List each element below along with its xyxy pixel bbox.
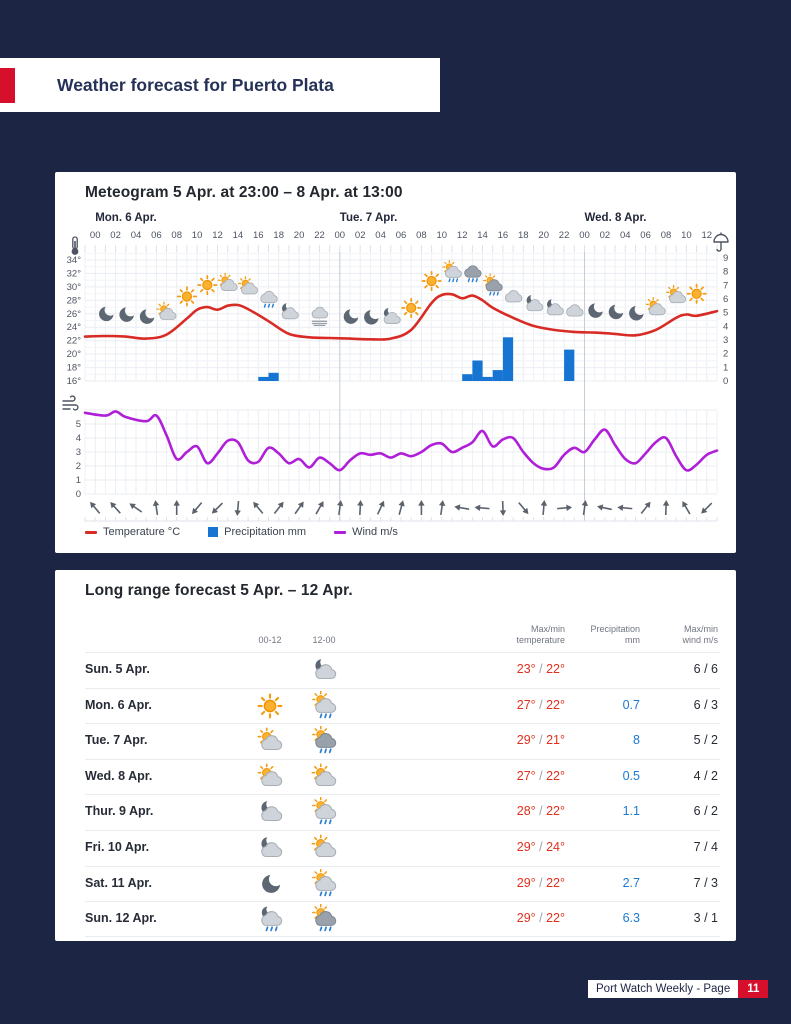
table-row — [55, 794, 736, 830]
sun-cloud-rain-icon — [309, 797, 339, 827]
day-label: Sun. 12 Apr. — [85, 911, 157, 926]
sun-cloud-icon — [312, 764, 335, 785]
moon-cloud-icon — [282, 303, 298, 319]
wind-arrow — [152, 500, 160, 516]
precipitation-value: 2.7 — [622, 875, 640, 890]
afternoon-icon-cell — [309, 794, 339, 830]
wind-tick-label: 5 — [75, 419, 81, 430]
afternoon-icon-cell — [309, 688, 339, 724]
sun-icon — [198, 276, 216, 294]
hour-label: 10 — [191, 230, 203, 241]
precip-tick-label: 6 — [723, 294, 729, 305]
precip-tick-label: 3 — [723, 335, 729, 346]
precip-bar — [564, 350, 574, 381]
precipitation-value — [560, 652, 640, 688]
wind-arrow — [357, 500, 364, 515]
hour-label: 12 — [701, 230, 713, 241]
temp-tick-label: 28° — [66, 295, 81, 307]
hour-label: 18 — [518, 230, 529, 241]
hour-label: 02 — [110, 230, 121, 241]
temperature-value: / — [535, 839, 547, 854]
sun-cloud-rain-icon — [309, 691, 339, 721]
maxmin-temperature — [445, 830, 565, 866]
sun-icon — [402, 299, 420, 317]
moon-cloud-icon — [255, 797, 285, 827]
day-label: Tue. 7 Apr. — [339, 212, 398, 224]
hour-label: 22 — [314, 230, 325, 241]
hour-label: 20 — [293, 230, 305, 241]
day-label: Wed. 8 Apr. — [85, 768, 153, 783]
table-row — [55, 723, 736, 759]
day-label: Mon. 6 Apr. — [85, 697, 152, 712]
wind-arrow — [272, 500, 286, 516]
moon-cloud-icon — [261, 802, 281, 821]
maxmin-temperature — [445, 866, 565, 902]
hour-label: 02 — [599, 230, 611, 241]
wind-value: 3 / 1 — [693, 911, 718, 926]
wind-arrow — [336, 500, 344, 516]
wind-arrow — [454, 503, 470, 512]
wind-arrow — [396, 499, 406, 515]
legend-label: Precipitation mm — [224, 526, 307, 538]
wind-arrow — [663, 500, 670, 515]
precip-bar — [483, 377, 493, 381]
sun-cloud-rain-icon — [313, 691, 336, 717]
maxmin-temperature — [445, 688, 565, 724]
precip-tick-label: 7 — [723, 280, 729, 292]
sun-cloud-icon — [309, 833, 339, 863]
table-row — [55, 830, 736, 866]
wind-arrow — [680, 499, 693, 515]
legend-label: Wind m/s — [352, 526, 398, 538]
hour-label: 04 — [130, 230, 142, 241]
precipitation-square-marker — [208, 527, 218, 537]
wind-arrow — [540, 500, 548, 516]
sun-icon — [259, 694, 282, 717]
temperature-value: 28° — [516, 804, 536, 819]
longrange-card — [55, 570, 736, 941]
precip-tick-label: 2 — [723, 348, 729, 360]
wind-arrow — [88, 500, 103, 516]
sun-cloud-icon — [309, 762, 339, 792]
sun-icon — [255, 691, 285, 721]
morning-icon-cell — [255, 794, 285, 830]
meteogram-title: Meteogram 5 Apr. at 23:00 – 8 Apr. at 13:00 — [85, 184, 403, 201]
temperature-value: 21° — [546, 733, 565, 748]
wind-value: 6 / 3 — [693, 697, 718, 712]
maxmin-temperature — [445, 759, 565, 795]
precip-bar — [503, 337, 513, 381]
temperature-value: 29° — [516, 839, 536, 854]
table-row — [55, 759, 736, 795]
wind-value: 7 / 4 — [693, 839, 718, 854]
wind-arrow — [438, 500, 446, 516]
wind-arrow — [234, 501, 242, 517]
day-label: Sun. 5 Apr. — [85, 662, 150, 676]
wind-arrow — [516, 501, 531, 517]
forecast-rows — [55, 652, 736, 937]
wind-arrow — [580, 500, 588, 516]
moon-icon — [262, 875, 280, 893]
hour-label: 06 — [151, 230, 162, 241]
sun-icon — [422, 272, 440, 290]
maxmin-temperature — [445, 794, 565, 830]
moon-cloud-icon — [309, 655, 339, 685]
moon-icon — [364, 310, 378, 324]
precip-tick-label: 1 — [723, 362, 729, 374]
precip-tick-label: 0 — [723, 376, 729, 387]
sun-cloud-icon — [255, 726, 285, 756]
cloud-icon — [505, 291, 521, 302]
red-accent-bar — [0, 68, 15, 103]
meteogram-chart — [55, 208, 736, 524]
chart-grid — [85, 245, 717, 521]
umbrella-icon — [714, 233, 728, 252]
hour-label: 00 — [89, 230, 101, 241]
precipitation-value — [560, 830, 640, 866]
temperature-value: 22° — [546, 911, 565, 926]
morning-icon-cell — [255, 830, 285, 866]
morning-icon-cell — [255, 688, 285, 724]
temperature-value: / — [535, 911, 547, 926]
temperature-value: / — [535, 875, 547, 890]
wind-tick-label: 2 — [75, 461, 81, 472]
day-label: Mon. 6 Apr. — [95, 212, 157, 224]
column-header-12-00: 12-00 — [312, 635, 336, 645]
moon-cloud-rain-icon — [262, 907, 282, 931]
sun-icon — [178, 287, 196, 305]
temp-tick-label: 30° — [66, 281, 81, 293]
sun-cloud-rain-icon — [309, 869, 339, 899]
temperature-value: 29° — [516, 733, 536, 748]
moon-cloud-icon — [527, 295, 543, 311]
page-title: Weather forecast for Puerto Plata — [57, 75, 334, 95]
morning-icon-cell — [255, 901, 285, 937]
morning-icon-cell — [255, 652, 285, 688]
precip-bar — [462, 374, 472, 381]
temperature-value: 22° — [546, 804, 565, 819]
day-label: Sat. 11 Apr. — [85, 875, 152, 890]
hour-label: 14 — [232, 230, 244, 241]
moon-icon — [344, 309, 358, 323]
hour-label: 10 — [436, 230, 448, 241]
sun-dark-rain-icon — [309, 726, 339, 756]
wind-tick-label: 3 — [75, 447, 81, 458]
wind-tick-label: 4 — [75, 433, 81, 444]
temp-tick-label: 34° — [66, 255, 81, 266]
hour-label: 06 — [395, 230, 407, 241]
wind-arrow — [418, 500, 424, 515]
hour-label: 10 — [681, 230, 692, 241]
footer-page-number: 11 — [738, 980, 768, 998]
precip-tick-label: 5 — [723, 307, 729, 319]
morning-icon-cell — [255, 866, 285, 902]
footer-label: Port Watch Weekly - Page — [588, 980, 738, 998]
temp-tick-label: 24° — [66, 322, 81, 334]
wind-arrow — [596, 503, 612, 512]
day-label: Fri. 10 Apr. — [85, 839, 150, 854]
afternoon-icon-cell — [309, 830, 339, 866]
sun-dark-rain-icon — [313, 905, 336, 931]
sun-cloud-icon — [255, 762, 285, 792]
temperature-value: / — [535, 768, 547, 783]
wind-line-marker — [334, 531, 346, 534]
hour-label: 02 — [354, 230, 366, 241]
moon-cloud-icon — [261, 837, 281, 856]
wind-arrow — [617, 504, 633, 512]
afternoon-icon-cell — [309, 901, 339, 937]
afternoon-icon-cell — [309, 866, 339, 902]
sun-cloud-icon — [258, 728, 281, 749]
column-header-wind: Max/min wind m/s — [682, 624, 718, 645]
meteogram-legend — [85, 526, 398, 538]
wind-tick-label: 1 — [75, 475, 81, 486]
day-label: Wed. 8 Apr. — [584, 212, 647, 224]
precipitation-value: 0.7 — [622, 697, 640, 712]
chart-labels — [67, 212, 729, 500]
moon-icon — [140, 309, 154, 323]
legend-label: Temperature °C — [103, 526, 181, 538]
moon-cloud-icon — [315, 659, 335, 678]
table-row — [55, 901, 736, 937]
meteogram-card — [55, 172, 736, 553]
sun-icon — [687, 285, 705, 303]
hour-label: 16 — [253, 230, 264, 241]
hour-label: 14 — [477, 230, 488, 241]
column-header-precipitation: Precipitation mm — [590, 624, 640, 645]
legend-item-temperature — [85, 526, 180, 538]
sun-dark-rain-icon — [309, 904, 339, 934]
hour-label: 22 — [558, 230, 570, 241]
table-row — [55, 688, 736, 724]
table-row — [55, 866, 736, 902]
precip-bar — [472, 361, 482, 382]
precipitation-value: 0.5 — [622, 768, 640, 783]
moon-cloud-icon — [384, 308, 400, 324]
hour-label: 00 — [334, 230, 346, 241]
moon-icon — [119, 307, 133, 321]
table-row — [55, 652, 736, 688]
precip-tick-label: 8 — [723, 266, 729, 278]
hour-label: 08 — [171, 230, 182, 241]
afternoon-icon-cell — [309, 759, 339, 795]
wind-value: 4 / 2 — [693, 768, 718, 783]
wind-arrow — [699, 501, 714, 516]
precip-bar — [493, 370, 503, 381]
maxmin-temperature — [445, 723, 565, 759]
temperature-value: / — [535, 733, 547, 748]
sun-cloud-icon — [258, 764, 281, 785]
legend-item-wind — [334, 526, 398, 538]
moon-icon — [588, 303, 602, 317]
temperature-value: 29° — [516, 875, 536, 890]
wind-arrow — [639, 500, 653, 516]
wind-arrow — [313, 499, 326, 515]
dark-rain-icon — [465, 266, 481, 282]
precip-tick-label: 9 — [723, 253, 729, 264]
hour-label: 00 — [579, 230, 590, 241]
precip-bar — [258, 377, 268, 381]
longrange-title: Long range forecast 5 Apr. – 12 Apr. — [85, 582, 353, 599]
sun-cloud-rain-icon — [313, 798, 336, 824]
temperature-value: 22° — [546, 697, 565, 712]
moon-icon — [255, 869, 285, 899]
hour-label: 20 — [538, 230, 549, 241]
wind-arrow — [474, 504, 490, 512]
hour-label: 08 — [660, 230, 672, 241]
precipitation-value: 6.3 — [622, 911, 640, 926]
wind-arrow — [108, 500, 123, 515]
thermometer-icon — [72, 237, 79, 255]
moon-cloud-rain-icon — [255, 904, 285, 934]
wind-arrow — [174, 500, 180, 515]
hour-label: 16 — [497, 230, 509, 241]
wind-value: 5 / 2 — [693, 733, 718, 748]
hour-label: 18 — [273, 230, 284, 241]
temperature-value: 29° — [516, 911, 536, 926]
wind-value: 6 / 2 — [693, 804, 718, 819]
moon-cloud-icon — [255, 833, 285, 863]
moon-icon — [629, 306, 643, 320]
sun-cloud-icon — [312, 835, 335, 856]
temperature-value: 22° — [546, 662, 565, 676]
wind-arrow — [190, 501, 205, 517]
legend-item-precipitation — [208, 526, 306, 538]
temperature-value: 22° — [546, 875, 565, 890]
wind-arrow — [499, 501, 506, 516]
footer — [588, 980, 768, 998]
maxmin-temperature — [445, 652, 565, 688]
wind-arrow — [251, 500, 266, 516]
temperature-value: 27° — [516, 768, 536, 783]
sun-cloud-rain-icon — [313, 869, 336, 895]
maxmin-temperature — [445, 901, 565, 937]
wind-arrow — [292, 500, 306, 516]
temperature-value: 27° — [516, 697, 536, 712]
temp-tick-label: 18° — [66, 362, 81, 374]
wind-arrow — [128, 501, 144, 515]
wind-icon — [63, 396, 78, 410]
day-label: Tue. 7 Apr. — [85, 733, 148, 748]
precipitation-value: 8 — [633, 733, 640, 748]
wind-direction-arrows — [88, 499, 714, 516]
temperature-value: / — [535, 697, 547, 712]
morning-icon-cell — [255, 723, 285, 759]
hour-label: 04 — [375, 230, 386, 241]
wind-arrow — [210, 501, 225, 516]
morning-icon-cell — [255, 759, 285, 795]
title-banner — [0, 58, 440, 112]
afternoon-icon-cell — [309, 652, 339, 688]
precip-tick-label: 4 — [723, 321, 729, 333]
temperature-value: 23° — [516, 662, 536, 676]
precip-bar — [269, 373, 279, 381]
hour-label: 12 — [456, 230, 468, 241]
hour-label: 06 — [640, 230, 651, 241]
temperature-value: / — [535, 804, 547, 819]
temperature-value: 24° — [546, 839, 565, 854]
afternoon-icon-cell — [309, 723, 339, 759]
wind-value: 7 / 3 — [693, 875, 718, 890]
precipitation-value: 1.1 — [622, 804, 640, 819]
column-header-00-12: 00-12 — [258, 635, 282, 645]
temperature-value: / — [535, 662, 547, 676]
temp-tick-label: 26° — [66, 308, 81, 320]
wind-tick-label: 0 — [75, 489, 81, 500]
sun-dark-rain-icon — [313, 727, 336, 753]
day-label: Thur. 9 Apr. — [85, 804, 154, 819]
temp-tick-label: 20° — [66, 349, 81, 361]
wind-arrow — [375, 499, 387, 515]
temperature-line-marker — [85, 531, 97, 534]
temp-tick-label: 16° — [66, 376, 81, 387]
temp-tick-label: 22° — [66, 335, 81, 347]
temperature-value: 22° — [546, 768, 565, 783]
table-header — [55, 610, 736, 652]
cloud-icon — [567, 305, 583, 316]
column-header-temperature: Max/min temperature — [516, 624, 565, 645]
wind-value: 6 / 6 — [693, 662, 718, 676]
temp-tick-label: 32° — [66, 268, 81, 280]
hour-label: 08 — [416, 230, 427, 241]
hour-label: 12 — [212, 230, 223, 241]
hour-label: 04 — [620, 230, 631, 241]
wind-arrow — [557, 504, 573, 512]
